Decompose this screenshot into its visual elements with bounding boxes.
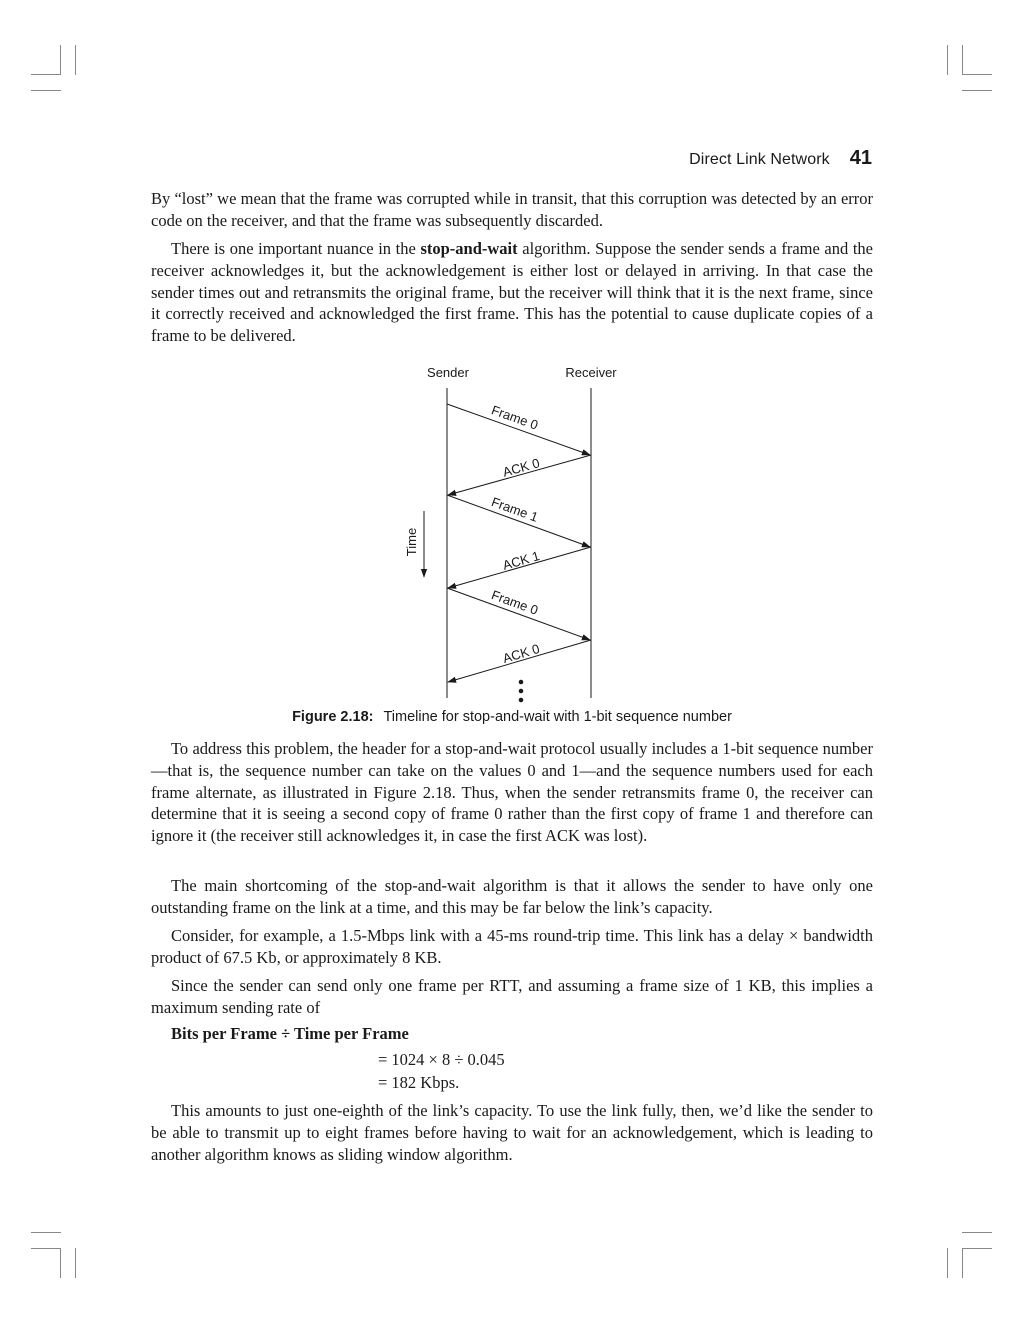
sender-label: Sender — [427, 365, 469, 380]
crop-mark — [60, 1248, 61, 1278]
ellipsis-dot — [519, 689, 524, 694]
crop-mark — [962, 45, 963, 75]
equation-line: = 182 Kbps. — [378, 1073, 460, 1092]
crop-mark — [962, 1232, 992, 1233]
message-label: ACK 0 — [501, 455, 542, 480]
timeline-figure — [151, 360, 873, 710]
page-number: 41 — [849, 147, 872, 169]
crop-mark — [962, 90, 992, 91]
figure-caption — [151, 709, 873, 725]
ellipsis-dot — [519, 680, 524, 685]
crop-mark — [75, 1248, 76, 1278]
stop-and-wait-term: stop-and-wait — [420, 239, 518, 258]
paragraph-conclusion: This amounts to just one-eighth of the link’s capacity. To use the link fully, then, we’d like the sender to be able to transmit up to eight frames before having to wait for an acknowledgement, which is leading to another algorithm knows as sliding window algorithm. — [151, 1101, 873, 1164]
crop-mark — [31, 90, 61, 91]
crop-mark — [962, 1248, 992, 1249]
receiver-label: Receiver — [565, 365, 617, 380]
crop-mark — [31, 1248, 61, 1249]
equation-label: Bits per Frame ÷ Time per Frame — [171, 1024, 409, 1043]
message-label: ACK 0 — [501, 641, 542, 666]
timeline-diagram — [151, 360, 873, 710]
running-head-title: Direct Link Network — [689, 151, 830, 168]
paragraph-sequence-number: To address this problem, the header for a stop-and-wait protocol usually includes a 1-bit sequence number—that is, the sequence number can take on the values 0 and 1—and the sequence numbers used for each frame alternate, as illustrated in Figure 2.18. Thus, when the sender retransmits frame 0, the receiver can determine that it is seeing a second copy of frame 0 rather than the first copy of frame 1 and therefore can ignore it (the receiver still acknowledges it, in case the first ACK was lost). — [151, 739, 873, 846]
equation-line: = 1024 × 8 ÷ 0.045 — [378, 1050, 505, 1069]
paragraph-nuance-start: There is one important nuance in the — [171, 239, 421, 258]
figure-caption-label: Figure 2.18: — [292, 709, 374, 725]
ellipsis-dot — [519, 698, 524, 703]
message-label: Frame 0 — [489, 402, 541, 433]
paragraph-shortcoming: The main shortcoming of the stop-and-wait algorithm is that it allows the sender to have only one outstanding frame on the link at a time, and this may be far below the link’s capacity. — [151, 876, 873, 917]
paragraph-nuance-end: algorithm. Suppose the sender sends a frame and the receiver acknowledges it, but the acknowledgement is either lost or delayed in arriving. In that case the sender times out and retransmits the original frame, but the receiver will think that it is the next frame, since it correctly received and acknowledged the first frame. This has the potential to cause duplicate copies of a frame to be delivered. — [151, 239, 873, 346]
time-label: Time — [404, 527, 419, 557]
paragraph-sending-rate: Since the sender can send only one frame per RTT, and assuming a frame size of 1 KB, this implies a maximum sending rate of — [151, 976, 873, 1017]
message-label: Frame 0 — [489, 587, 541, 618]
message-label: ACK 1 — [501, 548, 542, 573]
crop-mark — [60, 45, 61, 75]
running-head — [689, 147, 872, 171]
crop-mark — [962, 74, 992, 75]
crop-mark — [947, 1248, 948, 1278]
paragraph-lost-definition: By “lost” we mean that the frame was corrupted while in transit, that this corruption was detected by an error code on the receiver, and that the frame was subsequently discarded. — [151, 189, 873, 230]
paragraph-nuance — [151, 238, 873, 347]
crop-mark — [962, 1248, 963, 1278]
figure-caption-text: Timeline for stop-and-wait with 1-bit sequence number — [383, 709, 732, 725]
paragraph-example: Consider, for example, a 1.5-Mbps link with a 45-ms round-trip time. This link has a delay × bandwidth product of 67.5 Kb, or approximately 8 KB. — [151, 926, 873, 967]
crop-mark — [75, 45, 76, 75]
message-label: Frame 1 — [489, 494, 541, 525]
crop-mark — [947, 45, 948, 75]
crop-mark — [31, 74, 61, 75]
crop-mark — [31, 1232, 61, 1233]
